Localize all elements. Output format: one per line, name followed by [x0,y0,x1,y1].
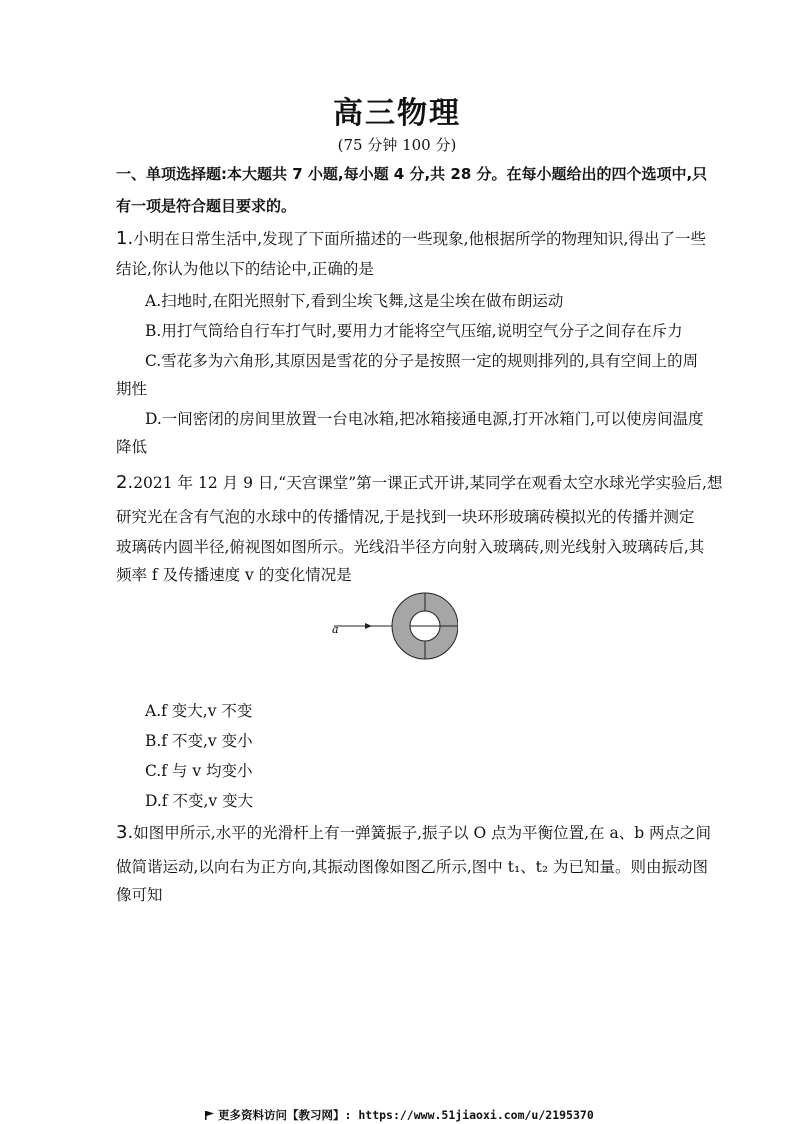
section-heading-line-1: 一、单项选择题:本大题共 7 小题,每小题 4 分,共 28 分。在每小题给出的四个选项中,只 [116,165,708,183]
q1-option-d-line-2: 降低 [116,438,148,456]
q3-stem-text-1: 如图甲所示,水平的光滑杆上有一弹簧振子,振子以 O 点为平衡位置,在 a、b 两点之间 [133,824,712,842]
q3-stem-line-1 [116,822,711,844]
q1-number: 1. [116,228,134,249]
exam-duration-score: (75 分钟 100 分) [337,136,457,154]
light-ray-arrow [365,623,372,629]
q2-stem-line-1 [116,472,723,494]
q2-option-c: C.f 与 v 均变小 [145,762,253,780]
section-heading-line-2: 有一项是符合题目要求的。 [116,197,297,215]
footer-text: 更多资料访问【教习网】: https://www.51jiaoxi.com/u/2195370 [218,1108,594,1122]
q2-stem-line-2: 研究光在含有气泡的水球中的传播情况,于是找到一块环形玻璃砖模拟光的传播并测定 [116,508,695,526]
q1-stem-line-2: 结论,你认为他以下的结论中,正确的是 [116,260,374,278]
q2-stem-line-4: 频率 f 及传播速度 v 的变化情况是 [116,566,352,584]
flag-icon [205,1111,214,1120]
q1-option-a: A.扫地时,在阳光照射下,看到尘埃飞舞,这是尘埃在做布朗运动 [145,292,564,310]
q2-option-b: B.f 不变,v 变小 [145,732,253,750]
q1-option-d-line-1: D.一间密闭的房间里放置一台电冰箱,把冰箱接通电源,打开冰箱门,可以使房间温度 [145,410,704,428]
q2-option-d: D.f 不变,v 变大 [145,792,254,810]
ray-label-a: a [332,623,339,636]
section-heading [116,158,708,222]
q2-option-a: A.f 变大,v 不变 [145,702,253,720]
q2-stem-text-1: 2021 年 12 月 9 日,“天宫课堂”第一课正式开讲,某同学在观看太空水球光学实验后,想 [133,474,723,492]
q3-stem-line-3: 像可知 [116,886,163,904]
q1-option-b: B.用打气筒给自行车打气时,要用力才能将空气压缩,说明空气分子之间存在斥力 [145,322,683,340]
q2-number: 2. [116,472,134,493]
q1-option-c-line-2: 期性 [116,380,148,398]
q1-stem-text-1: 小明在日常生活中,发现了下面所描述的一些现象,他根据所学的物理知识,得出了一些 [133,230,706,248]
glass-ring-figure [328,585,458,667]
q3-number: 3. [116,822,134,843]
q1-option-c-line-1: C.雪花多为六角形,其原因是雪花的分子是按照一定的规则排列的,具有空间上的周 [145,352,699,370]
footer-link[interactable] [205,1107,594,1123]
page-title: 高三物理 [333,96,461,131]
q3-stem-line-2: 做简谐运动,以向右为正方向,其振动图像如图乙所示,图中 t₁、t₂ 为已知量。则由振动图 [116,858,709,876]
q2-stem-line-3: 玻璃砖内圆半径,俯视图如图所示。光线沿半径方向射入玻璃砖,则光线射入玻璃砖后,其 [116,538,705,556]
q1-stem-line-1 [116,228,706,250]
